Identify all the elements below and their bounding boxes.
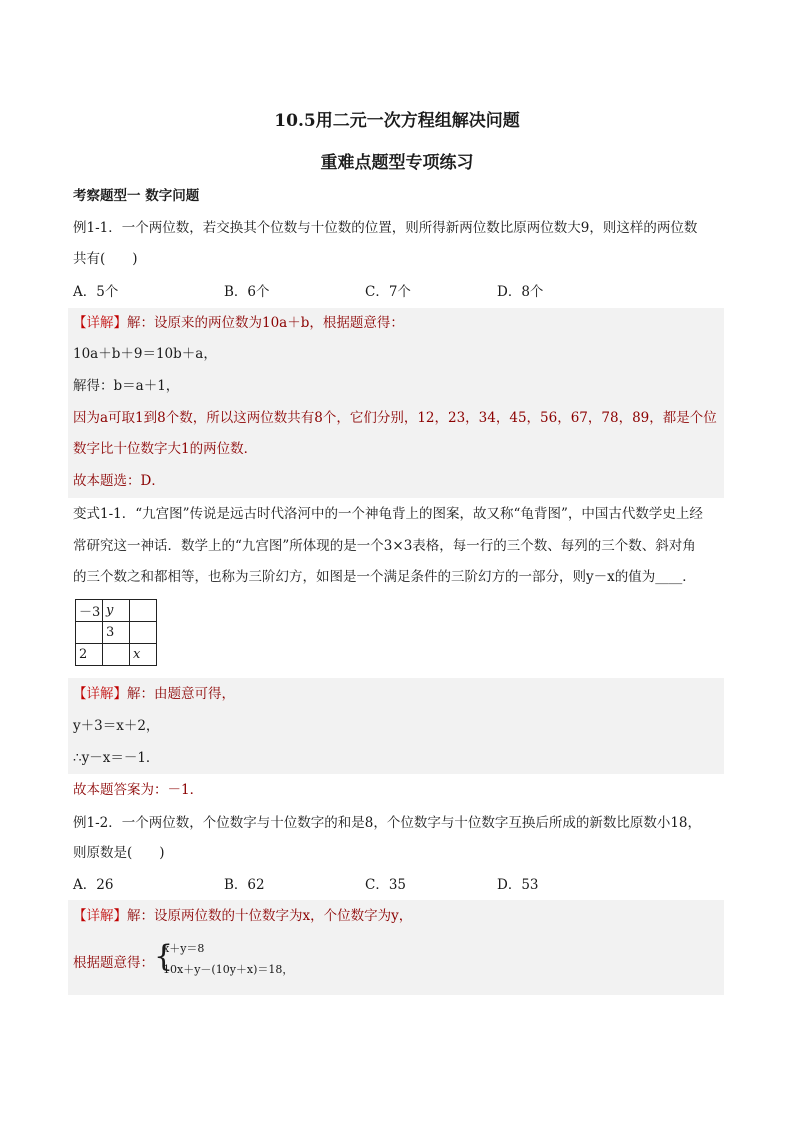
ex1-solution-line4: 因为a可取1到8个数，所以这两位数共有8个，它们分别，12，23，34，45，56，67，78，89，都是个位 [73, 410, 717, 426]
var1-solution-text1: 解：由题意可得， [127, 686, 235, 702]
grid-cell [103, 644, 130, 666]
grid-cell: 3 [103, 622, 130, 644]
ex2-option-a: A．26 [73, 877, 114, 893]
grid-row [76, 622, 157, 644]
ex1-solution-line1 [73, 313, 404, 333]
ex1-solution-line5: 数字比十位数字大1的两位数． [73, 441, 258, 457]
var1-solution-line3: ∴y－x＝－1． [73, 750, 160, 766]
equation-2-text: 10x＋y－(10y＋x)＝18 [163, 963, 283, 976]
var1-question-line1: 变式1-1．“九宫图”传说是远古时代洛河中的一个神龟背上的图案，故又称“龟背图”，中国古代数学史上经 [73, 506, 703, 522]
grid-cell [76, 622, 103, 644]
ex2-option-b: B．62 [224, 877, 265, 893]
ex1-solution-text1: 解：设原来的两位数为10a＋b，根据题意得： [127, 315, 404, 331]
grid-row [76, 644, 157, 666]
equation-2 [163, 962, 293, 978]
ex1-solution-line6: 故本题选：D． [73, 473, 165, 489]
var1-solution-line2: y＋3＝x＋2， [73, 718, 160, 734]
var1-solution-tag: 【详解】 [73, 686, 127, 702]
var1-question-line2: 常研究这一神话．数学上的“九宫图”所体现的是一个3×3表格，每一行的三个数、每列的三个数、斜对角 [73, 538, 696, 554]
equation-1: x＋y＝8 [163, 942, 205, 955]
ex2-option-d: D．53 [497, 877, 539, 893]
grid-cell: x [130, 644, 157, 666]
ex1-solution-box [68, 308, 724, 498]
magic-square-grid [75, 599, 157, 666]
grid-cell: －3 [76, 600, 103, 622]
var1-question-line3: 的三个数之和都相等，也称为三阶幻方，如图是一个满足条件的三阶幻方的一部分，则y－x的值为____． [73, 569, 696, 585]
ex2-solution-label: 根据题意得： [73, 955, 154, 971]
ex1-option-a: A．5个 [73, 284, 119, 300]
ex1-option-c: C．7个 [365, 284, 411, 300]
grid-cell: 2 [76, 644, 103, 666]
page-subtitle: 重难点题型专项练习 [320, 153, 474, 173]
ex2-question-line2: 则原数是( ) [73, 845, 165, 861]
ex1-solution-line2: 10a＋b＋9＝10b＋a， [73, 346, 217, 362]
var1-solution-line4: 故本题答案为：－1． [73, 782, 204, 798]
ex2-solution-tag: 【详解】 [73, 908, 127, 924]
section-heading: 考察题型一 数字问题 [73, 188, 200, 204]
ex2-solution-text1: 解：设原两位数的十位数字为x，个位数字为y， [127, 908, 413, 924]
grid-cell: y [103, 600, 130, 622]
grid-cell [130, 622, 157, 644]
ex1-question-line1: 例1-1．一个两位数，若交换其个位数与十位数的位置，则所得新两位数比原两位数大9，则这样的两位数 [73, 220, 698, 236]
ex2-question-line1: 例1-2．一个两位数，个位数字与十位数字的和是8，个位数字与十位数字互换后所成的新数比原数小18， [73, 815, 702, 831]
ex1-solution-tag: 【详解】 [73, 315, 127, 331]
ex1-option-d: D．8个 [497, 284, 544, 300]
equation-system-brace: { [154, 939, 174, 974]
ex1-solution-line3: 解得：b＝a＋1， [73, 378, 180, 394]
ex1-option-b: B．6个 [224, 284, 270, 300]
ex1-question-line2: 共有( ) [73, 251, 138, 267]
grid-cell [130, 600, 157, 622]
grid-row [76, 600, 157, 622]
ex2-option-c: C．35 [365, 877, 407, 893]
equation-tail: ， [282, 963, 294, 976]
page-title: 10.5用二元一次方程组解决问题 [274, 111, 520, 131]
ex2-solution-line1 [73, 906, 412, 926]
var1-solution-line1 [73, 684, 235, 704]
